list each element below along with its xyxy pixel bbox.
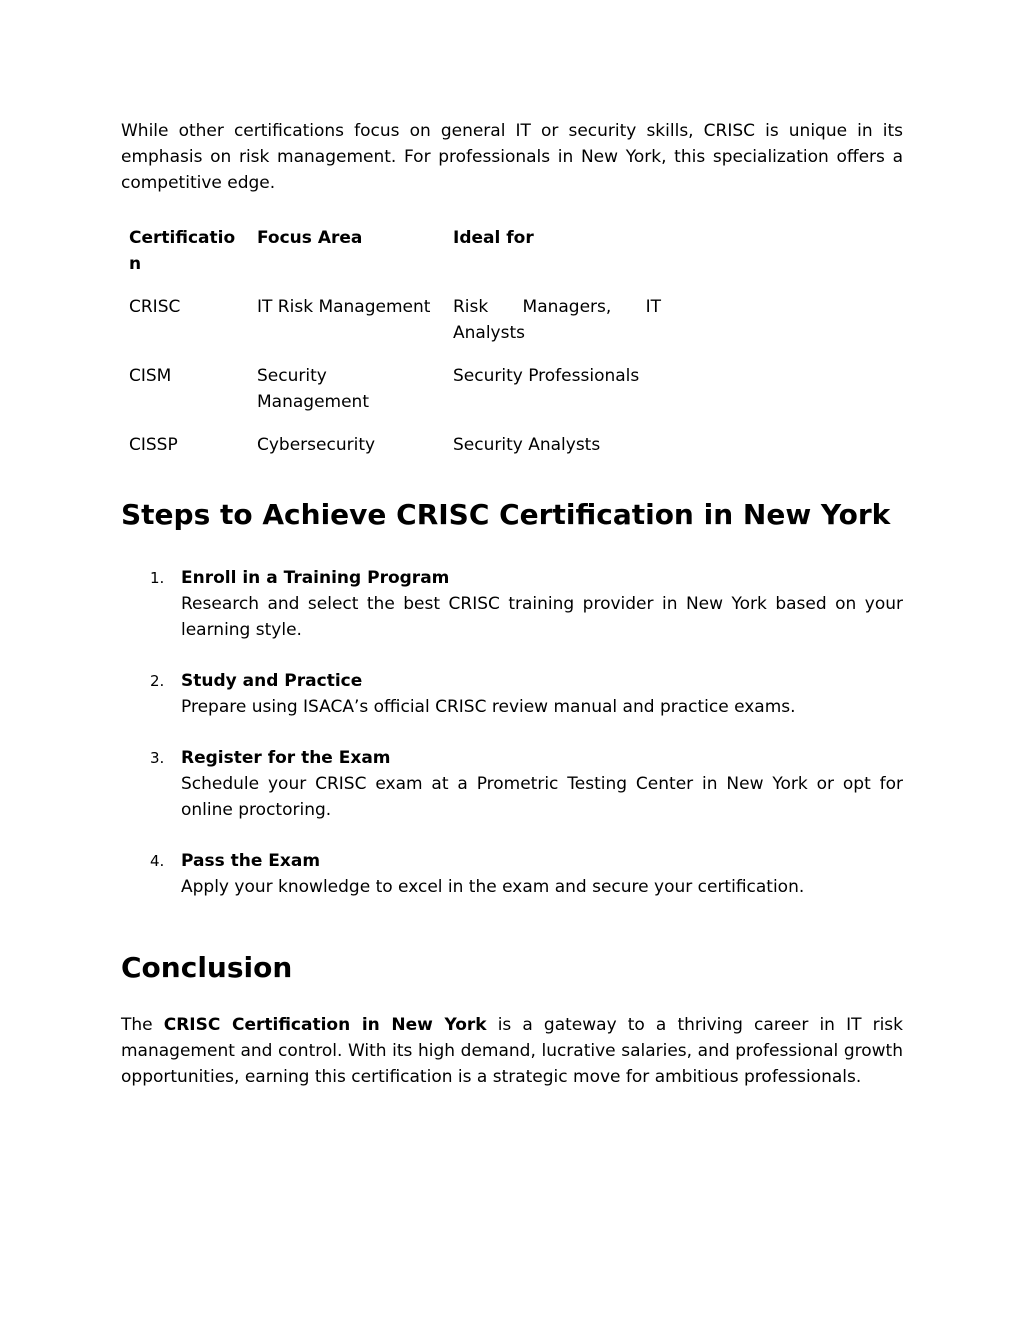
step-description: Apply your knowledge to excel in the exam and secure your certification. — [181, 877, 805, 897]
table-header-cell: Certification — [129, 228, 236, 274]
certification-comparison-table — [121, 225, 669, 475]
table-cell: IT Risk Management — [257, 297, 431, 317]
step-title: Register for the Exam — [181, 748, 391, 768]
list-item — [150, 848, 903, 900]
list-item-number: 3. — [150, 749, 165, 767]
table-row — [121, 294, 669, 363]
step-description: Research and select the best CRISC training provider in New York based on your learning style. — [181, 594, 903, 640]
intro-paragraph: While other certifications focus on general IT or security skills, CRISC is unique in its emphasis on risk management. For professionals in New York, this specialization offers a competitive edge. — [121, 121, 903, 193]
steps-list — [121, 565, 903, 900]
conclusion-heading: Conclusion — [121, 951, 293, 984]
list-item-number: 2. — [150, 672, 165, 690]
conclusion-paragraph — [121, 1012, 903, 1090]
steps-heading: Steps to Achieve CRISC Certification in New York — [121, 498, 891, 531]
conclusion-rest: is a gateway to a thriving career in IT risk management and control. With its high demand, lucrative salaries, and professional growth opportunities, earning this certification is a strategic move for ambitious professionals. — [121, 1015, 903, 1087]
list-item-number: 4. — [150, 852, 165, 870]
step-title: Study and Practice — [181, 671, 363, 691]
table-cell: CRISC — [129, 297, 181, 317]
table-cell: Risk Managers, IT Analysts — [453, 297, 661, 343]
conclusion-bold-phrase: CRISC Certification in New York — [163, 1015, 487, 1035]
list-item — [150, 668, 903, 720]
table-cell: CISM — [129, 366, 172, 386]
list-item — [150, 565, 903, 643]
table-header-cell: Focus Area — [257, 228, 363, 248]
list-item-number: 1. — [150, 569, 165, 587]
step-description: Schedule your CRISC exam at a Prometric Testing Center in New York or opt for online proctoring. — [181, 774, 903, 820]
table-cell: CISSP — [129, 435, 178, 455]
step-description: Prepare using ISACA’s official CRISC review manual and practice exams. — [181, 697, 796, 717]
step-title: Pass the Exam — [181, 851, 321, 871]
table-row — [121, 363, 669, 432]
table-cell: Security Management — [257, 366, 369, 412]
table-row — [121, 432, 669, 475]
step-title: Enroll in a Training Program — [181, 568, 450, 588]
table-cell: Security Professionals — [453, 366, 640, 386]
document-page — [121, 118, 903, 1090]
table-cell: Security Analysts — [453, 435, 601, 455]
conclusion-lead: The — [121, 1015, 164, 1035]
table-header-row — [121, 225, 669, 294]
table-header-cell: Ideal for — [453, 228, 534, 248]
list-item — [150, 745, 903, 823]
table-cell: Cybersecurity — [257, 435, 376, 455]
